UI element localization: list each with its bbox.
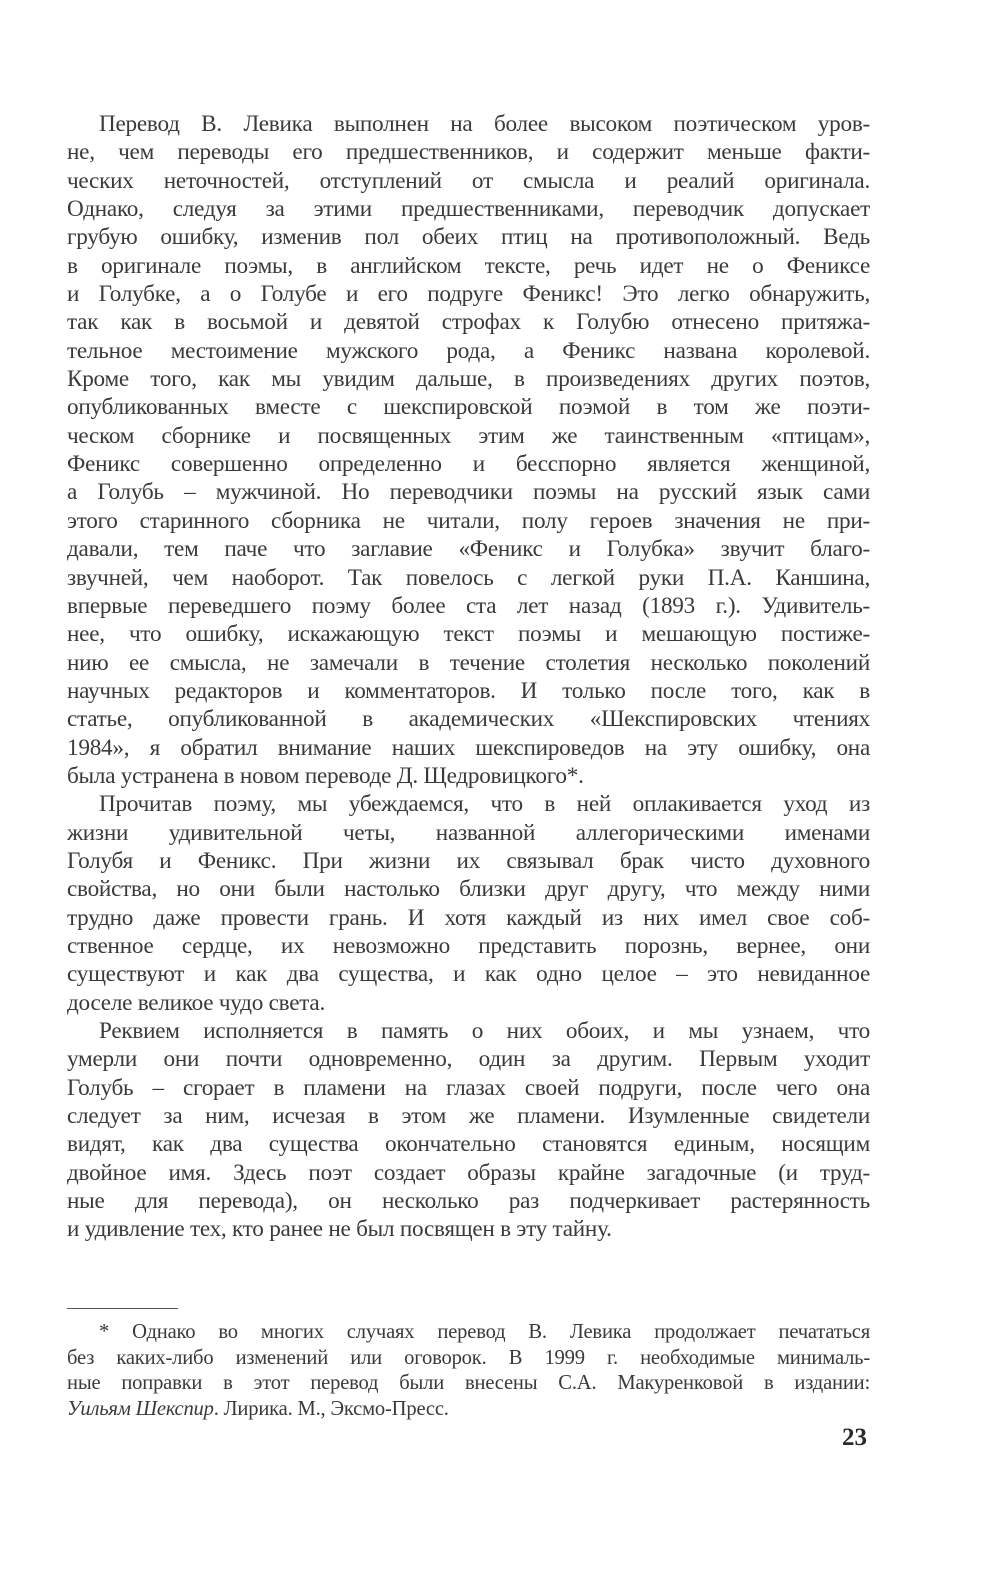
footnote-citation-author: Уильям Шекспир: [67, 1397, 214, 1420]
footnote-line: без каких-либо изменений или оговорок. В 1999 г. необходимые минималь-: [67, 1346, 870, 1369]
footnote-line: * Однако во многих случаях перевод В. Левика продолжает печататься: [99, 1321, 870, 1343]
text-line: нее, что ошибку, искажающую текст поэмы и мешающую постиже-: [67, 621, 870, 648]
text-line: так как в восьмой и девятой строфах к Голубю отнесено притяжа-: [67, 309, 870, 336]
text-line: и удивление тех, кто ранее не был посвящен в эту тайну.: [67, 1216, 612, 1243]
paragraph-1: [67, 110, 870, 790]
text-line: не, чем переводы его предшественников, и содержит меньше факти-: [67, 139, 870, 166]
text-line: нию ее смысла, не замечали в течение столетия несколько поколений: [67, 649, 870, 676]
footnote-line: ные поправки в этот перевод были внесены С.А. Макуренковой в издании:: [67, 1372, 870, 1394]
text-line: ственное сердце, их невозможно представить порознь, вернее, они: [67, 932, 870, 959]
footnote-line: [67, 1397, 870, 1423]
text-line: опубликованных вместе с шекспировской поэмой в том же поэти-: [67, 394, 870, 421]
footnote-citation-rest: . Лирика. М., Эксмо-Пресс.: [213, 1397, 449, 1420]
text-line: умерли они почти одновременно, один за другим. Первым уходит: [67, 1046, 870, 1073]
text-line: звучней, чем наоборот. Так повелось с легкой руки П.А. Каншина,: [67, 564, 870, 591]
text-line: Кроме того, как мы увидим дальше, в произведениях других поэтов,: [67, 366, 870, 393]
main-text: [67, 110, 870, 1244]
text-line: давали, тем паче что заглавие «Феникс и Голубка» звучит благо-: [67, 536, 870, 563]
text-line: Прочитав поэму, мы убеждаемся, что в ней оплакивается уход из: [99, 791, 870, 818]
footnote-separator: [67, 1308, 178, 1309]
text-line: Феникс совершенно определенно и бесспорно является женщиной,: [67, 451, 870, 478]
text-line: ческом сборнике и посвященных этим же таинственным «птицам»,: [67, 422, 870, 449]
text-line: а Голубь – мужчиной. Но переводчики поэмы на русский язык сами: [67, 479, 870, 506]
text-line: трудно даже провести грань. И хотя каждый из них имел свое соб-: [67, 904, 870, 931]
text-line: ные для перевода), он несколько раз подчеркивает растерянность: [67, 1188, 870, 1215]
paragraph-2: [67, 790, 870, 1017]
text-line: жизни удивительной четы, названной аллегорическими именами: [67, 819, 870, 846]
text-line: Голубя и Феникс. При жизни их связывал брак чисто духовного: [67, 847, 870, 874]
text-line: в оригинале поэмы, в английском тексте, речь идет не о Фениксе: [67, 252, 870, 279]
text-line: была устранена в новом переводе Д. Щедровицкого*.: [67, 762, 584, 789]
text-line: свойства, но они были настолько близки друг другу, что между ними: [67, 876, 870, 903]
page-number: 23: [842, 1424, 867, 1451]
text-line: существуют и как два существа, и как одно целое – это невиданное: [67, 961, 870, 988]
text-line: этого старинного сборника не читали, полу героев значения не при-: [67, 507, 870, 534]
footnote: [67, 1320, 870, 1422]
text-line: тельное местоимение мужского рода, а Феникс названа королевой.: [67, 337, 870, 364]
text-line: ческих неточностей, отступлений от смысла и реалий оригинала.: [67, 167, 870, 194]
text-line: грубую ошибку, изменив пол обеих птиц на противоположный. Ведь: [67, 224, 870, 251]
text-line: двойное имя. Здесь поэт создает образы крайне загадочные (и труд-: [67, 1159, 870, 1186]
text-line: следует за ним, исчезая в этом же пламени. Изумленные свидетели: [67, 1103, 870, 1130]
text-line: впервые переведшего поэму более ста лет назад (1893 г.). Удивитель-: [67, 592, 870, 619]
text-line: видят, как два существа окончательно становятся единым, носящим: [67, 1131, 870, 1158]
text-line: статье, опубликованной в академических «Шекспировских чтениях: [67, 706, 870, 733]
text-line: Перевод В. Левика выполнен на более высоком поэтическом уров-: [99, 111, 870, 137]
paragraph-3: [67, 1017, 870, 1244]
text-line: доселе великое чудо света.: [67, 989, 326, 1016]
text-line: научных редакторов и комментаторов. И только после того, как в: [67, 677, 870, 704]
text-line: Голубь – сгорает в пламени на глазах своей подруги, после чего она: [67, 1074, 870, 1101]
text-line: и Голубке, а о Голубе и его подруге Феникс! Это легко обнаружить,: [67, 281, 870, 308]
text-line: 1984», я обратил внимание наших шекспироведов на эту ошибку, она: [67, 734, 870, 761]
text-line: Однако, следуя за этими предшественниками, переводчик допускает: [67, 196, 870, 223]
text-line: Реквием исполняется в память о них обоих, и мы узнаем, что: [99, 1018, 870, 1044]
